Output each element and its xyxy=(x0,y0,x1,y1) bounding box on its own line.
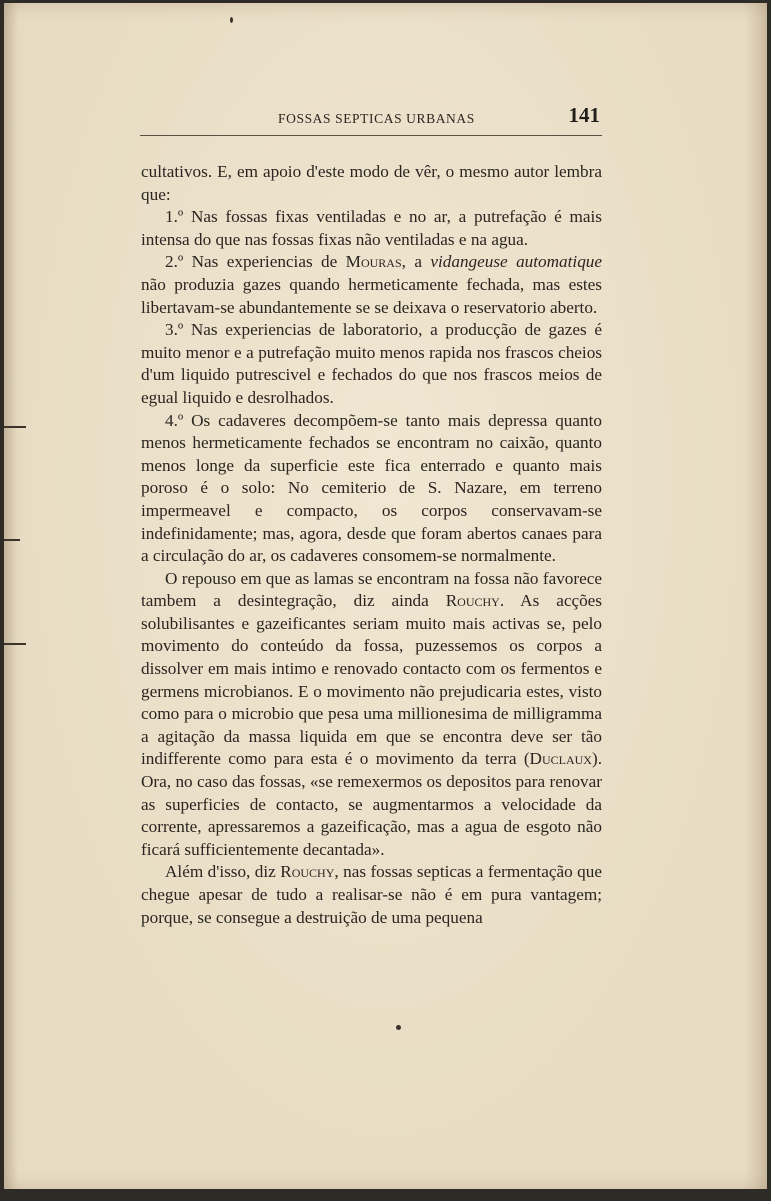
list-item-1: 1.º Nas fossas fixas ventiladas e no ar, a putrefação é mais intensa do que nas fossas fixas não ventiladas e na agua. xyxy=(141,207,602,249)
body-text xyxy=(141,161,602,929)
list-item-4: 4.º Os cadaveres decompõem-se tanto mais depressa quanto menos hermeticamente fechados se encontram no caixão, quanto menos longe da superficie este fica enterrado e quanto mais poroso é o solo: No cemiterio de S. Nazare, em terreno impermeavel e compacto, os corpos conservavam-se indefinidamente; mas, agora, desde que foram abertos canaes para a circulação do ar, os cadaveres consomem-se normalmente. xyxy=(141,410,602,566)
paragraph-alem: Além d'isso, diz Rouchy, nas fossas septicas a fermentação que chegue apesar de tudo a realisar-se não é em pura vantagem; porque, se consegue a destruição de uma pequena xyxy=(141,862,602,927)
list-item-3: 3.º Nas experiencias de laboratorio, a producção de gazes é muito menor e a putrefação muito menos rapida nos frascos cheios d'um liquido putrescivel e fechados do que nos frascos meios de egual liquido e desrolhados. xyxy=(141,320,602,407)
binding-mark xyxy=(4,426,26,428)
author-name: Duclaux xyxy=(529,749,592,769)
author-name: Mouras xyxy=(345,252,402,272)
ink-speck xyxy=(396,1025,401,1030)
author-name: Rouchy xyxy=(445,591,500,611)
author-name: Rouchy xyxy=(280,862,335,882)
book-page xyxy=(4,3,767,1189)
page-number: 141 xyxy=(568,103,600,127)
running-header xyxy=(140,103,602,136)
ink-speck xyxy=(230,17,233,23)
paragraph-repouso: O repouso em que as lamas se encontram na fossa não favorece tambem a desintegração, diz ainda Rouchy. As acções solubilisantes e gazeificantes seriam muito mais activas se, pelo movimento do conteúdo da fossa, puzessemos os corpos a dissolver em mais intimo e renovado contacto com os fermentos e germens microbianos. E o movimento não prejudicaria estes, visto como para o microbio que pesa uma millionesima de milligramma a agitação da massa liquida em que se encontra deve ser tão indifferente como para esta é o movimento da terra (Duclaux). Ora, no caso das fossas, «se remexermos os depositos para renovar as superficies de contacto, se augmentarmos a velocidade da corrente, apressaremos a gazeificação, mas a agua de esgoto não ficará sufficientemente decantada». xyxy=(141,568,602,859)
list-item-2: 2.º Nas experiencias de Mouras, a vidangeuse automatique não produzia gazes quando hermeticamente fechada, mas estes libertavam-se abundantemente se se deixava o reservatorio aberto. xyxy=(141,252,603,317)
running-title: FOSSAS SEPTICAS URBANAS xyxy=(278,111,475,126)
paragraph-continuation: cultativos. E, em apoio d'este modo de vêr, o mesmo autor lembra que: xyxy=(141,162,602,204)
binding-mark xyxy=(4,643,26,645)
binding-mark xyxy=(4,539,20,541)
italic-term: vidangeuse automatique xyxy=(430,252,603,272)
